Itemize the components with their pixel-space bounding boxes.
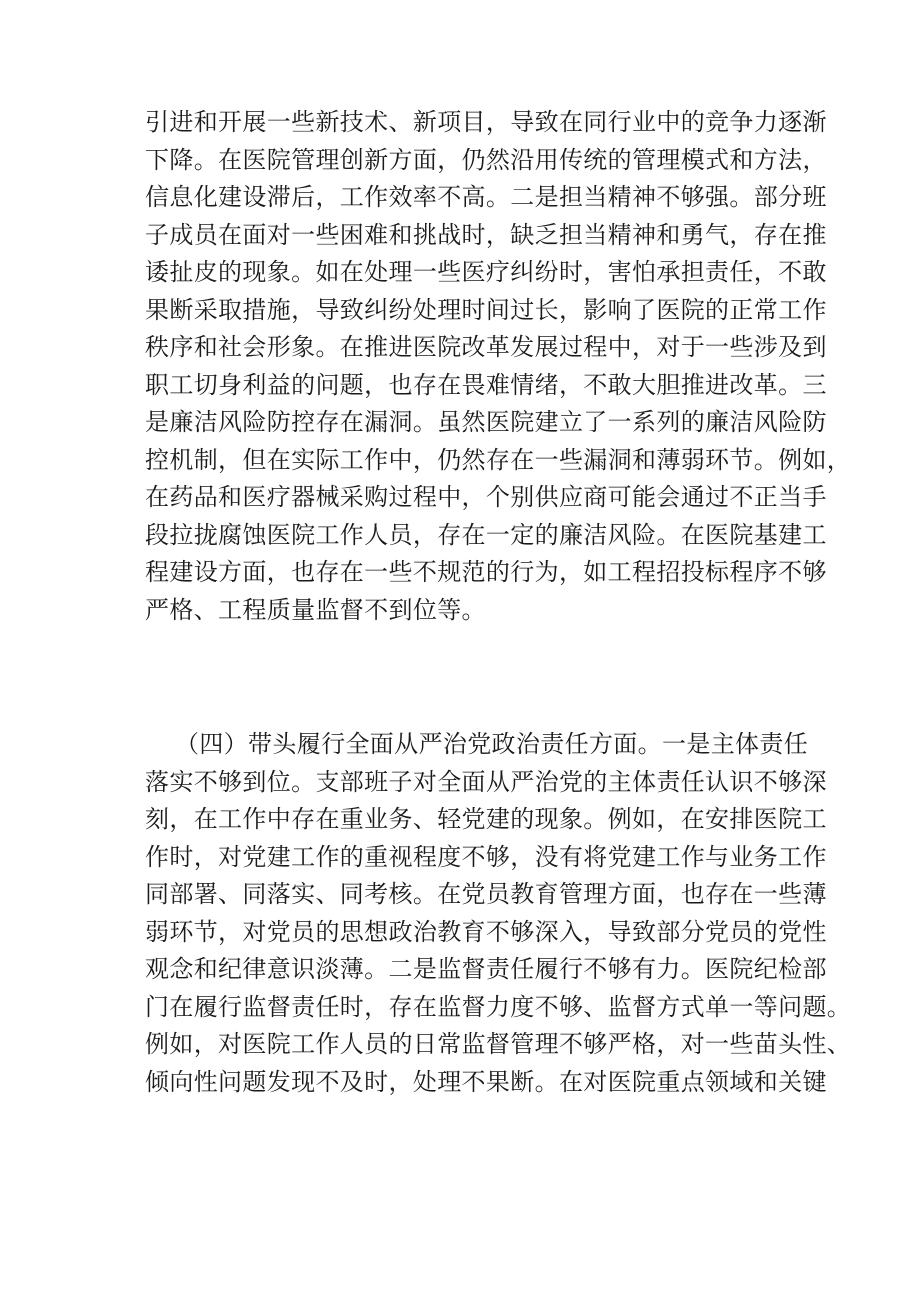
- text-line: 倾向性问题发现不及时，处理不果断。在对医院重点领域和关键: [145, 1067, 827, 1096]
- text-line: 观念和纪律意识淡薄。二是监督责任履行不够有力。医院纪检部: [145, 955, 827, 983]
- text-line: 段拉拢腐蚀医院工作人员，存在一定的廉洁风险。在医院基建工: [145, 520, 827, 549]
- text-line: 例如，对医院工作人员的日常监督管理不够严格，对一些苗头性、: [145, 1030, 852, 1058]
- paragraph-continuation: [145, 104, 852, 629]
- paragraph-section-four: [145, 726, 852, 1101]
- text-line: 程建设方面，也存在一些不规范的行为，如工程招投标程序不够: [145, 558, 827, 586]
- text-line: 信息化建设滞后，工作效率不高。二是担当精神不够强。部分班: [145, 183, 827, 211]
- text-line: 作时，对党建工作的重视程度不够，没有将党建工作与业务工作: [145, 842, 827, 871]
- text-line: 在药品和医疗器械采购过程中，个别供应商可能会通过不正当手: [145, 483, 827, 511]
- text-line-indented: （四）带头履行全面从严治党政治责任方面。一是主体责任: [175, 730, 809, 758]
- text-line: 严格、工程质量监督不到位等。: [145, 595, 486, 624]
- text-line: 诿扯皮的现象。如在处理一些医疗纠纷时，害怕承担责任，不敢: [145, 258, 827, 286]
- text-line: 弱环节，对党员的思想政治教育不够深入，导致部分党员的党性: [145, 917, 827, 946]
- text-line: 引进和开展一些新技术、新项目，导致在同行业中的竞争力逐渐: [145, 108, 827, 136]
- text-line: 职工切身利益的问题，也存在畏难情绪，不敢大胆推进改革。三: [145, 370, 827, 399]
- text-line: 落实不够到位。支部班子对全面从严治党的主体责任认识不够深: [145, 767, 827, 796]
- text-line: 同部署、同落实、同考核。在党员教育管理方面，也存在一些薄: [145, 880, 827, 908]
- text-line: 是廉洁风险防控存在漏洞。虽然医院建立了一系列的廉洁风险防: [145, 408, 827, 436]
- text-line: 果断采取措施，导致纠纷处理时间过长，影响了医院的正常工作: [145, 295, 827, 324]
- text-line: 子成员在面对一些困难和挑战时，缺乏担当精神和勇气，存在推: [145, 220, 827, 249]
- text-line: 秩序和社会形象。在推进医院改革发展过程中，对于一些涉及到: [145, 333, 827, 361]
- text-line: 下降。在医院管理创新方面，仍然沿用传统的管理模式和方法，: [145, 145, 827, 174]
- text-line: 门在履行监督责任时，存在监督力度不够、监督方式单一等问题。: [145, 992, 852, 1021]
- text-line: 刻，在工作中存在重业务、轻党建的现象。例如，在安排医院工: [145, 805, 827, 833]
- text-line: 控机制，但在实际工作中，仍然存在一些漏洞和薄弱环节。例如，: [145, 445, 852, 474]
